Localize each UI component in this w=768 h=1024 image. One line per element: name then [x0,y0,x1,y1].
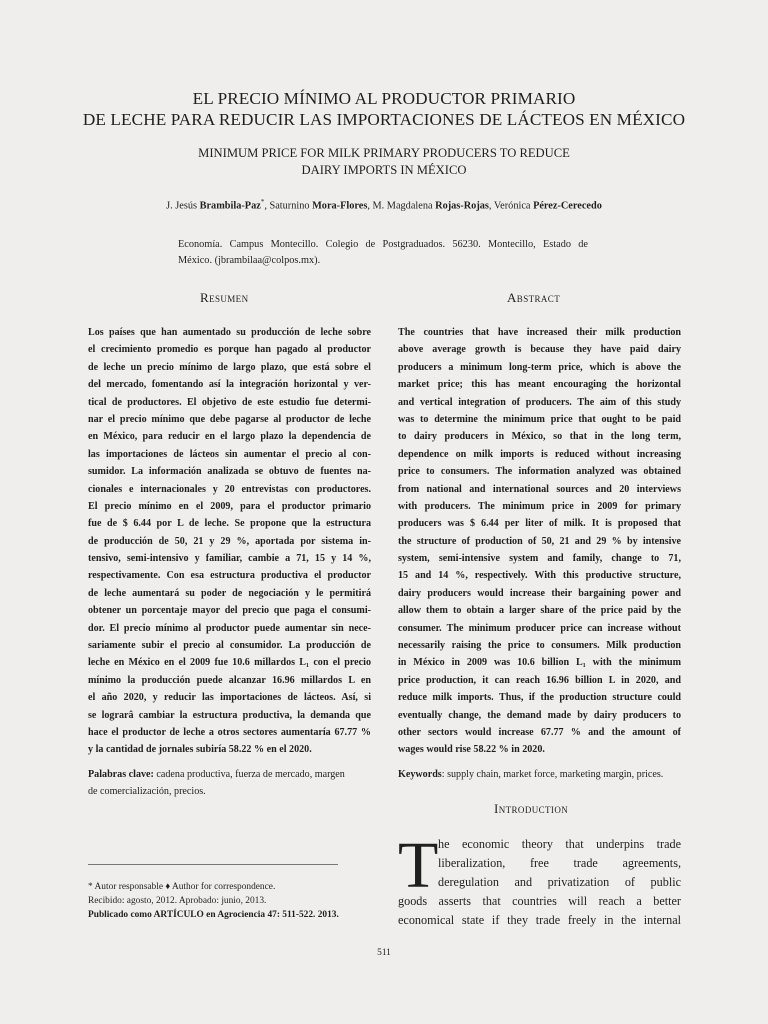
footnote-rule [88,864,338,865]
abstract-line: price to consumers. The information analyzed was obtained [398,466,681,478]
resumen-line: obtener un porcentaje mayor del precio que paga el consumi- [88,605,371,617]
resumen-line: leche en México en el 2009 fue 10.6 millardos L₁ con el precio [88,657,371,669]
abstract-line: reduce milk imports. Thus, if the production structure could [398,692,681,704]
footnotes [88,880,339,922]
paper-title-en [0,145,768,179]
resumen-line: cionales e internacionales y 20 entrevistas con productores. [88,483,371,495]
abstract-line: and vertical integration of producers. The aim of this study [398,396,681,408]
abstract-text [398,324,681,759]
resumen-line: el año 2020, y reducir las importaciones de lácteos. Así, si [88,692,371,704]
intro-line: liberalization, free trade agreements, [438,856,681,870]
resumen-line: tical de productores. El objetivo de este estudio fue determi- [88,396,371,408]
resumen-line: de leche aumentará su poder de negociación y le permitirá [88,587,371,599]
affiliation [178,237,588,269]
resumen-line: sariamente subir el precio al consumidor. La producción de [88,640,371,652]
abstract-line: dairy producers would increase their bargaining power and [398,587,681,599]
keywords-en-label: Keywords [398,769,442,780]
keywords-en-text: : supply chain, market force, marketing margin, prices. [441,769,664,780]
author-1-surname: Brambila-Paz [199,200,261,212]
intro-line: economical state if they trade freely in the internal [398,913,681,927]
resumen-line: de producción de 50, 21 y 29 %, aportada por sistema in- [88,535,371,547]
introduction-text [398,829,681,930]
resumen-line: respectivamente. Con esa estructura productiva el productor [88,570,371,582]
resumen-line: en México, para reducir en el largo plazo la dependencia de [88,431,371,443]
resumen-heading: Resumen [200,290,249,305]
author-2-surname: Mora-Flores [312,200,368,212]
author-2-given: , Saturnino [264,200,313,212]
abstract-line: price production, it can reach 16.96 billion L in 2020, and [398,674,681,686]
footnote-author: * Autor responsable ♦ Author for correspondence. [88,882,276,892]
abstract-line: 15 and 14 %, respectively. With this productive structure, [398,570,681,582]
title-en-line-2: DAIRY IMPORTS IN MÉXICO [301,163,467,177]
abstract-line: market price; this has meant encouraging the horizontal [398,379,681,391]
abstract-line: the structure of production of 50, 21 and 29 % by intensive [398,535,681,547]
resumen-line: se lograrâ cambiar la estructura productiva, la demanda que [88,709,371,721]
keywords-es [88,766,371,801]
abstract-line: dependence on milk imports is reduced without increasing [398,448,681,460]
author-3-surname: Rojas-Rojas [435,200,489,212]
resumen-line: de leche un precio mínimo de largo plazo, que está sobre el [88,361,371,373]
title-es-line-2: DE LECHE PARA REDUCIR LAS IMPORTACIONES DE LÁCTEOS EN MÉXICO [82,110,686,129]
resumen-line: las importaciones de lácteos sin aumentar el precio al con- [88,448,371,460]
resumen-line: mínimo la producción puede alcanzar 16.96 millardos L en [88,674,371,686]
affiliation-line-1: Economía. Campus Montecillo. Colegio de Postgraduados. 56230. Montecillo, Estado de [178,239,588,250]
abstract-line: wages would rise 58.22 % in 2020. [398,744,545,756]
title-en-line-1: MINIMUM PRICE FOR MILK PRIMARY PRODUCERS TO REDUCE [198,146,570,160]
abstract-heading: Abstract [507,290,561,305]
resumen-line: el crecimiento promedio es porque han pagado al productor [88,344,371,356]
author-3-given: , M. Magdalena [367,200,436,212]
resumen-line: nar el precio mínimo que debe pagarse al productor de leche [88,413,371,425]
keywords-es-line-2: de comercialización, precios. [88,786,206,798]
corresponding-mark: * [260,198,265,206]
keywords-es-label: Palabras clave: [88,769,154,780]
abstract-line: producers was $ 6.44 per liter of milk. It is proposed that [398,518,681,530]
paper-title-es [0,88,768,130]
resumen-line: y la cantidad de jornales subiría 58.22 % en el 2020. [88,744,312,756]
footnote-received: Recibido: agosto, 2012. Aprobado: junio, 2013. [88,896,267,906]
intro-line: goods asserts that countries will reach a better [398,894,681,908]
resumen-text [88,324,371,759]
abstract-line: from national and international sources and 20 interviews [398,483,681,495]
intro-line: deregulation and privatization of public [438,875,681,889]
author-list [0,198,768,211]
abstract-line: allow them to obtain a larger share of the price paid by the [398,605,681,617]
intro-line: he economic theory that underpins trade [438,837,681,851]
abstract-line: above average growth is because they have paid dairy [398,344,681,356]
abstract-line: to dairy producers in México, so that in the long term, [398,431,681,443]
abstract-line: eventually change, the demand made by dairy producers to [398,709,681,721]
footnote-published: Publicado como ARTÍCULO en Agrociencia 47: 511-522. 2013. [88,910,339,920]
abstract-line: other sectors would increase 67.77 % and the amount of [398,726,681,738]
abstract-line: producers a minimum long-term price, which is above the [398,361,681,373]
title-es-line-1: EL PRECIO MÍNIMO AL PRODUCTOR PRIMARIO [192,89,576,108]
author-1-given: J. Jesús [166,200,200,212]
resumen-line: Los países que han aumentado su producción de leche sobre [88,327,371,338]
keywords-es-line-1: cadena productiva, fuerza de mercado, margen [153,769,345,780]
abstract-line: consumer. The minimum producer price can increase without [398,622,681,634]
abstract-line: necessarily raising the price to consumers. Milk production [398,640,681,652]
abstract-line: with producers. The minimum price in 2009 for primary [398,500,681,512]
resumen-line: dor. El precio mínimo al productor puede aumentar sin nece- [88,622,371,634]
abstract-line: was to determine the minimum price that ought to be paid [398,413,681,425]
introduction-heading: Introduction [494,801,569,816]
author-4-surname: Pérez-Cerecedo [533,200,602,212]
page-number: 511 [377,948,391,958]
affiliation-line-2: México. (jbrambilaa@colpos.mx). [178,255,321,266]
resumen-line: sumidor. La información analizada se obtuvo de fuentes na- [88,466,371,478]
keywords-en [398,766,688,783]
abstract-line: The countries that have increased their milk production [398,327,681,338]
resumen-line: tensivo, semi-intensivo y familiar, cambie a 71, 15 y 14 %, [88,553,371,565]
resumen-line: del mercado, fomentando así la integración horizontal y ver- [88,379,371,391]
abstract-line: system, semi-intensive system and family, change to 71, [398,553,681,565]
introduction-dropcap: T [398,829,439,902]
resumen-line: fue de $ 6.44 por L de leche. Se propone que la estructura [88,518,371,530]
resumen-line: hace el productor de leche a otros sectores aumentaría 67.77 % [88,726,371,738]
abstract-line: in México in 2009 was 10.6 billion L₁ with the minimum [398,657,681,669]
author-4-given: , Verónica [488,200,534,212]
resumen-line: El precio mínimo en el 2009, para el productor primario [88,500,371,512]
